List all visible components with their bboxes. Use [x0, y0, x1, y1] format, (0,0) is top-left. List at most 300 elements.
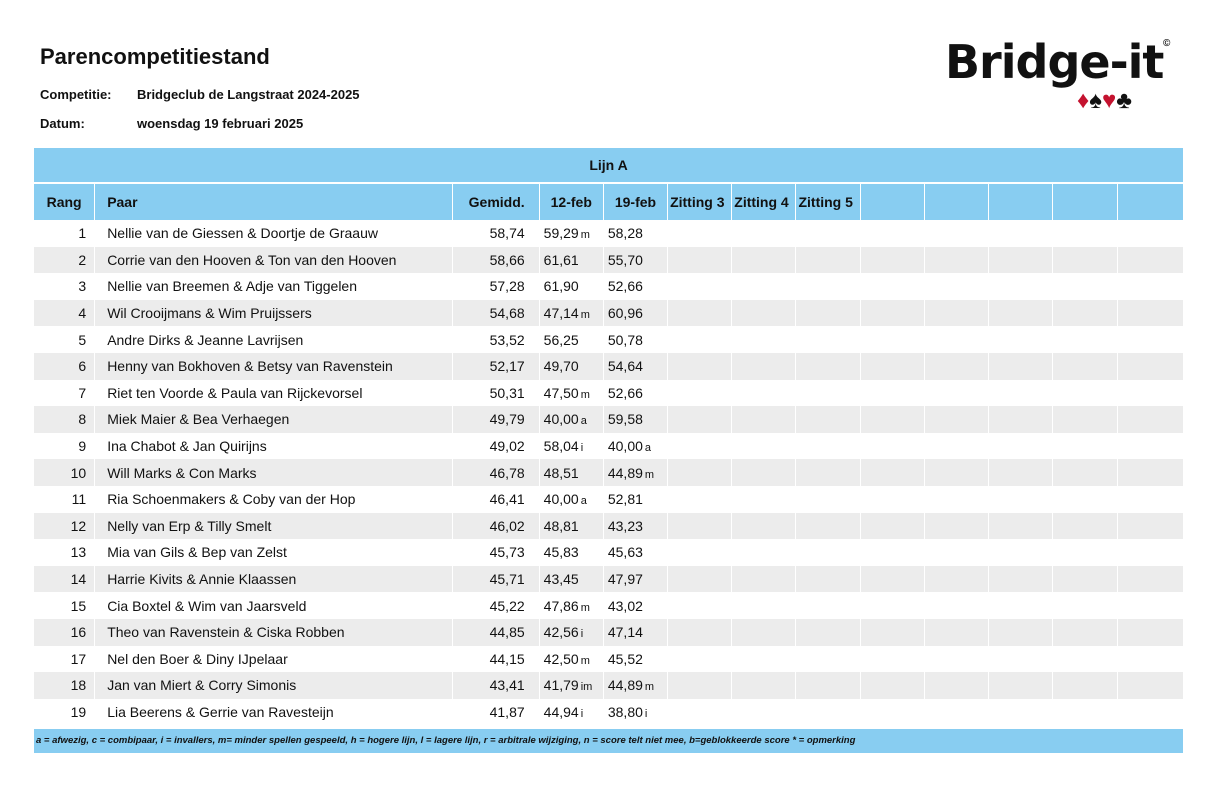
session-2-cell	[604, 646, 668, 673]
competitie-label: Competitie:	[40, 87, 112, 102]
score-flag: m	[580, 654, 590, 667]
table-row	[34, 699, 1183, 726]
average-cell	[453, 433, 539, 460]
empty-cell	[1053, 220, 1118, 247]
empty-cell	[1053, 672, 1118, 699]
rank-cell	[34, 380, 95, 407]
session-1-cell	[540, 539, 604, 566]
empty-cell	[1118, 672, 1183, 699]
empty-cell	[668, 247, 732, 274]
pair-cell-value: Mia van Gils & Bep van Zelst	[107, 544, 287, 561]
pair-cell	[95, 513, 453, 540]
session-1-cell	[540, 672, 604, 699]
table-row	[34, 459, 1183, 486]
copyright-mark: ©	[1163, 38, 1171, 49]
standings-table	[34, 148, 1183, 725]
rank-cell	[34, 699, 95, 726]
session-2-cell-value: 47,97	[607, 571, 643, 588]
pair-cell	[95, 566, 453, 593]
empty-cell	[925, 566, 989, 593]
pair-cell	[95, 459, 453, 486]
rank-cell-value: 9	[78, 438, 87, 455]
session-2-cell-value: 45,63	[607, 544, 643, 561]
empty-cell	[1118, 566, 1183, 593]
average-cell	[453, 380, 539, 407]
header-zitting-4: Zitting 4	[732, 184, 796, 220]
session-1-cell-value: 40,00	[543, 411, 579, 428]
empty-cell	[989, 592, 1053, 619]
empty-cell	[989, 220, 1053, 247]
pair-cell	[95, 380, 453, 407]
header-empty	[861, 184, 925, 220]
empty-cell	[796, 459, 860, 486]
pair-cell	[95, 433, 453, 460]
empty-cell	[732, 699, 796, 726]
empty-cell	[796, 326, 860, 353]
session-1-cell-value: 43,45	[543, 571, 579, 588]
table-row	[34, 646, 1183, 673]
session-1-cell	[540, 220, 604, 247]
datum-label: Datum:	[40, 116, 85, 131]
rank-cell-value: 10	[70, 464, 87, 481]
score-flag: i	[580, 628, 584, 641]
pair-cell	[95, 539, 453, 566]
empty-cell	[861, 513, 925, 540]
empty-cell	[668, 459, 732, 486]
empty-cell	[989, 699, 1053, 726]
competitie-value: Bridgeclub de Langstraat 2024-2025	[137, 87, 360, 102]
empty-cell	[861, 273, 925, 300]
rank-cell	[34, 433, 95, 460]
pair-cell	[95, 273, 453, 300]
empty-cell	[796, 380, 860, 407]
session-1-cell-value: 40,00	[543, 491, 579, 508]
rank-cell	[34, 247, 95, 274]
average-cell	[453, 353, 539, 380]
header-session-2: 19-feb	[604, 184, 668, 220]
session-1-cell-value: 48,51	[543, 464, 579, 481]
empty-cell	[668, 433, 732, 460]
header-zitting-5: Zitting 5	[796, 184, 860, 220]
average-cell	[453, 406, 539, 433]
section-title: Lijn A	[34, 148, 1183, 184]
average-cell-value: 52,17	[489, 358, 525, 375]
empty-cell	[925, 380, 989, 407]
empty-cell	[925, 539, 989, 566]
empty-cell	[668, 353, 732, 380]
rank-cell-value: 5	[78, 331, 87, 348]
pair-cell-value: Henny van Bokhoven & Betsy van Ravenstein	[107, 358, 393, 375]
empty-cell	[989, 566, 1053, 593]
session-2-cell-value: 47,14	[607, 624, 643, 641]
empty-cell	[732, 646, 796, 673]
session-1-cell	[540, 247, 604, 274]
empty-cell	[1053, 566, 1118, 593]
empty-cell	[989, 539, 1053, 566]
rank-cell	[34, 592, 95, 619]
empty-cell	[989, 646, 1053, 673]
empty-cell	[732, 539, 796, 566]
average-cell	[453, 566, 539, 593]
empty-cell	[668, 539, 732, 566]
session-1-cell	[540, 300, 604, 327]
average-cell	[453, 699, 539, 726]
empty-cell	[1053, 486, 1118, 513]
empty-cell	[1053, 699, 1118, 726]
session-2-cell-value: 58,28	[607, 225, 643, 242]
score-flag: m	[580, 601, 590, 614]
empty-cell	[1118, 406, 1183, 433]
pair-cell-value: Cia Boxtel & Wim van Jaarsveld	[107, 597, 307, 614]
empty-cell	[796, 247, 860, 274]
empty-cell	[925, 592, 989, 619]
empty-cell	[989, 486, 1053, 513]
empty-cell	[1053, 619, 1118, 646]
empty-cell	[796, 592, 860, 619]
empty-cell	[668, 699, 732, 726]
session-1-cell	[540, 353, 604, 380]
average-cell	[453, 486, 539, 513]
rank-cell-value: 14	[70, 571, 87, 588]
header-empty	[1053, 184, 1118, 220]
table-row	[34, 273, 1183, 300]
pair-cell-value: Nel den Boer & Diny IJpelaar	[107, 650, 288, 667]
empty-cell	[796, 273, 860, 300]
table-row	[34, 326, 1183, 353]
session-2-cell-value: 44,89	[607, 677, 643, 694]
session-2-cell	[604, 433, 668, 460]
pair-cell-value: Will Marks & Con Marks	[107, 464, 257, 481]
rank-cell-value: 7	[78, 384, 87, 401]
rank-cell-value: 12	[70, 517, 87, 534]
rank-cell-value: 15	[70, 597, 87, 614]
average-cell-value: 58,66	[489, 251, 525, 268]
header-rang: Rang	[34, 184, 95, 220]
rank-cell-value: 17	[70, 650, 87, 667]
heart-icon: ♥	[1102, 87, 1117, 114]
legend-bar: a = afwezig, c = combipaar, i = invallers, m= minder spellen gespeeld, h = hogere lijn, l = lagere lijn, r = arbitrale wijziging, n = score telt niet mee, b=geblokkeerde score * = opmerking	[34, 729, 1183, 753]
pair-cell-value: Corrie van den Hooven & Ton van den Hooven	[107, 251, 397, 268]
pair-cell-value: Lia Beerens & Gerrie van Ravesteijn	[107, 703, 334, 720]
empty-cell	[668, 672, 732, 699]
empty-cell	[925, 326, 989, 353]
empty-cell	[925, 646, 989, 673]
empty-cell	[861, 672, 925, 699]
pair-cell-value: Jan van Miert & Corry Simonis	[107, 677, 297, 694]
session-2-cell	[604, 247, 668, 274]
session-2-cell-value: 52,66	[607, 384, 643, 401]
empty-cell	[861, 539, 925, 566]
pair-cell-value: Riet ten Voorde & Paula van Rijckevorsel	[107, 384, 363, 401]
score-flag: a	[644, 442, 652, 455]
empty-cell	[732, 220, 796, 247]
score-flag: a	[580, 415, 587, 428]
score-flag: i	[644, 707, 648, 720]
empty-cell	[796, 699, 860, 726]
table-row	[34, 300, 1183, 327]
empty-cell	[925, 406, 989, 433]
empty-cell	[861, 326, 925, 353]
empty-cell	[796, 353, 860, 380]
club-icon: ♣	[1116, 87, 1132, 114]
pair-cell-value: Nellie van Breemen & Adje van Tiggelen	[107, 278, 358, 295]
session-2-cell	[604, 699, 668, 726]
empty-cell	[732, 353, 796, 380]
session-1-cell	[540, 619, 604, 646]
empty-cell	[732, 619, 796, 646]
pair-cell-value: Nellie van de Giessen & Doortje de Graauw	[107, 225, 378, 242]
rank-cell-value: 4	[78, 305, 87, 322]
average-cell-value: 46,78	[489, 464, 525, 481]
rank-cell-value: 3	[78, 278, 87, 295]
pair-cell-value: Miek Maier & Bea Verhaegen	[107, 411, 290, 428]
empty-cell	[732, 459, 796, 486]
session-2-cell	[604, 406, 668, 433]
session-1-cell-value: 59,29	[543, 225, 579, 242]
empty-cell	[861, 433, 925, 460]
pair-cell-value: Theo van Ravenstein & Ciska Robben	[107, 624, 345, 641]
session-1-cell	[540, 486, 604, 513]
empty-cell	[796, 513, 860, 540]
pair-cell	[95, 220, 453, 247]
session-1-cell	[540, 699, 604, 726]
rank-cell-value: 19	[70, 703, 87, 720]
session-2-cell	[604, 300, 668, 327]
session-1-cell	[540, 592, 604, 619]
pair-cell-value: Harrie Kivits & Annie Klaassen	[107, 571, 297, 588]
empty-cell	[1118, 619, 1183, 646]
score-flag: m	[644, 681, 655, 694]
average-cell	[453, 300, 539, 327]
empty-cell	[925, 300, 989, 327]
score-flag: m	[580, 388, 590, 401]
session-2-cell-value: 60,96	[607, 305, 643, 322]
pair-cell-value: Wil Crooijmans & Wim Pruijssers	[107, 305, 312, 322]
empty-cell	[1053, 380, 1118, 407]
session-1-cell	[540, 459, 604, 486]
empty-cell	[925, 699, 989, 726]
empty-cell	[989, 459, 1053, 486]
empty-cell	[668, 273, 732, 300]
rank-cell	[34, 619, 95, 646]
empty-cell	[925, 433, 989, 460]
rank-cell-value: 8	[78, 411, 87, 428]
session-2-cell-value: 44,89	[607, 464, 643, 481]
rank-cell-value: 18	[70, 677, 87, 694]
session-1-cell-value: 47,50	[543, 384, 579, 401]
table-row	[34, 433, 1183, 460]
average-cell	[453, 513, 539, 540]
rank-cell	[34, 459, 95, 486]
empty-cell	[796, 672, 860, 699]
session-2-cell-value: 38,80	[607, 703, 643, 720]
empty-cell	[1053, 592, 1118, 619]
empty-cell	[989, 672, 1053, 699]
session-1-cell-value: 45,83	[543, 544, 579, 561]
score-flag: m	[580, 229, 590, 242]
average-cell-value: 45,22	[489, 597, 525, 614]
session-1-cell-value: 56,25	[543, 331, 579, 348]
average-cell-value: 45,71	[489, 571, 525, 588]
session-2-cell-value: 54,64	[607, 358, 643, 375]
table-body	[34, 220, 1183, 725]
header-session-1: 12-feb	[540, 184, 604, 220]
empty-cell	[668, 513, 732, 540]
empty-cell	[989, 433, 1053, 460]
pair-cell	[95, 247, 453, 274]
empty-cell	[1118, 326, 1183, 353]
empty-cell	[1118, 433, 1183, 460]
empty-cell	[861, 380, 925, 407]
average-cell	[453, 539, 539, 566]
session-2-cell	[604, 566, 668, 593]
header-empty	[989, 184, 1053, 220]
pair-cell	[95, 672, 453, 699]
session-1-cell	[540, 326, 604, 353]
session-1-cell	[540, 406, 604, 433]
empty-cell	[989, 619, 1053, 646]
session-2-cell	[604, 220, 668, 247]
empty-cell	[668, 486, 732, 513]
empty-cell	[796, 300, 860, 327]
session-2-cell-value: 59,58	[607, 411, 643, 428]
empty-cell	[668, 646, 732, 673]
pair-cell	[95, 619, 453, 646]
empty-cell	[732, 672, 796, 699]
session-2-cell-value: 43,02	[607, 597, 643, 614]
rank-cell	[34, 353, 95, 380]
session-1-cell	[540, 566, 604, 593]
bridge-it-logo	[945, 34, 1175, 116]
card-suits	[1077, 89, 1132, 113]
session-1-cell-value: 61,90	[543, 278, 579, 295]
empty-cell	[796, 486, 860, 513]
pair-cell	[95, 326, 453, 353]
empty-cell	[732, 513, 796, 540]
rank-cell	[34, 486, 95, 513]
empty-cell	[796, 646, 860, 673]
empty-cell	[925, 220, 989, 247]
empty-cell	[1118, 247, 1183, 274]
session-2-cell-value: 45,52	[607, 650, 643, 667]
rank-cell-value: 16	[70, 624, 87, 641]
session-2-cell	[604, 486, 668, 513]
empty-cell	[989, 406, 1053, 433]
empty-cell	[861, 566, 925, 593]
empty-cell	[925, 459, 989, 486]
rank-cell	[34, 513, 95, 540]
empty-cell	[668, 300, 732, 327]
pair-cell	[95, 353, 453, 380]
table-row	[34, 539, 1183, 566]
empty-cell	[1118, 539, 1183, 566]
empty-cell	[732, 566, 796, 593]
empty-cell	[796, 406, 860, 433]
table-row	[34, 380, 1183, 407]
score-flag: m	[580, 309, 590, 322]
empty-cell	[668, 592, 732, 619]
rank-cell	[34, 406, 95, 433]
rank-cell	[34, 220, 95, 247]
empty-cell	[861, 619, 925, 646]
pair-cell-value: Ina Chabot & Jan Quirijns	[107, 438, 267, 455]
empty-cell	[1053, 513, 1118, 540]
empty-cell	[1118, 592, 1183, 619]
session-2-cell	[604, 672, 668, 699]
average-cell-value: 46,02	[489, 517, 525, 534]
empty-cell	[925, 513, 989, 540]
session-2-cell	[604, 459, 668, 486]
session-2-cell-value: 52,81	[607, 491, 643, 508]
empty-cell	[989, 353, 1053, 380]
session-1-cell-value: 42,50	[543, 650, 579, 667]
empty-cell	[925, 619, 989, 646]
session-2-cell-value: 43,23	[607, 517, 643, 534]
empty-cell	[989, 273, 1053, 300]
average-cell-value: 46,41	[489, 491, 525, 508]
spade-icon: ♠	[1089, 87, 1102, 114]
average-cell-value: 44,85	[489, 624, 525, 641]
pair-cell-value: Nelly van Erp & Tilly Smelt	[107, 517, 272, 534]
empty-cell	[732, 406, 796, 433]
empty-cell	[1118, 380, 1183, 407]
pair-cell	[95, 699, 453, 726]
session-1-cell-value: 61,61	[543, 251, 579, 268]
empty-cell	[1053, 273, 1118, 300]
session-2-cell	[604, 380, 668, 407]
session-2-cell	[604, 353, 668, 380]
average-cell	[453, 220, 539, 247]
average-cell	[453, 247, 539, 274]
empty-cell	[668, 326, 732, 353]
average-cell-value: 41,87	[489, 703, 525, 720]
empty-cell	[1053, 646, 1118, 673]
average-cell-value: 53,52	[489, 331, 525, 348]
empty-cell	[732, 326, 796, 353]
empty-cell	[989, 247, 1053, 274]
empty-cell	[1118, 220, 1183, 247]
rank-cell-value: 11	[71, 491, 87, 508]
standings-sheet	[34, 148, 1183, 753]
session-1-cell-value: 49,70	[543, 358, 579, 375]
pair-cell	[95, 592, 453, 619]
empty-cell	[668, 406, 732, 433]
table-row	[34, 619, 1183, 646]
pair-cell-value: Ria Schoenmakers & Coby van der Hop	[107, 491, 356, 508]
table-row	[34, 566, 1183, 593]
session-2-cell-value: 55,70	[607, 251, 643, 268]
rank-cell	[34, 539, 95, 566]
competitie-line	[40, 87, 360, 102]
session-1-cell-value: 44,94	[543, 703, 579, 720]
empty-cell	[796, 220, 860, 247]
session-1-cell-value: 41,79	[543, 677, 579, 694]
pair-cell	[95, 300, 453, 327]
average-cell-value: 49,02	[489, 438, 525, 455]
empty-cell	[861, 592, 925, 619]
empty-cell	[1118, 486, 1183, 513]
score-flag: a	[580, 495, 587, 508]
rank-cell-value: 13	[70, 544, 87, 561]
empty-cell	[732, 486, 796, 513]
logo-text: Bridge-it	[945, 35, 1164, 89]
pair-cell	[95, 406, 453, 433]
session-2-cell	[604, 619, 668, 646]
empty-cell	[668, 566, 732, 593]
empty-cell	[668, 619, 732, 646]
datum-value: woensdag 19 februari 2025	[137, 116, 304, 131]
session-1-cell-value: 42,56	[543, 624, 579, 641]
